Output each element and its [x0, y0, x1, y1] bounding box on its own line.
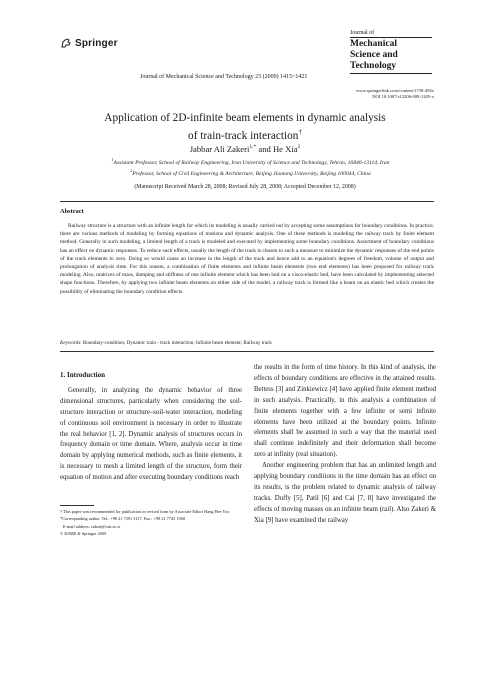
- journal-masthead: [350, 30, 432, 74]
- footnote-email: E-mail address: zakeri@iust.ac.ir: [63, 523, 121, 529]
- footnote-recommendation: † This paper was recommended for publication in revised form by Associate Editor Hang Hee Yoo: [60, 509, 230, 514]
- authors: [50, 144, 440, 154]
- affiliation-2: Professor, School of Civil Engineering & Architecture, Beijing Jiaotong University, Beijing 100044, China: [132, 170, 371, 177]
- abstract-heading: Abstract: [60, 208, 84, 215]
- keywords-list: : Boundary-condition; Dynamic train - track interaction; Infinite beam element; Railway track: [80, 340, 272, 346]
- title-line-1: Application of 2D-infinite beam elements in dynamic analysis: [104, 112, 386, 124]
- author-2: He Xia: [272, 144, 298, 154]
- affil-1-sup: 1: [111, 157, 114, 162]
- springer-horse-icon: [60, 37, 72, 49]
- masthead-rule: [350, 73, 432, 74]
- manuscript-dates: (Manuscript Received March 28, 2008; Revised July 28, 2008; Accepted December 12, 2008): [134, 184, 356, 190]
- affiliation-1: Assistant Professor, School of Railway Engineering, Iran University of Science and Technology, Tehran, 16846-13114, Iran: [113, 159, 390, 166]
- doi[interactable]: DOI 10.1007/s12206-008-1205-x: [372, 94, 434, 99]
- footnote-corresponding-author: *Corresponding author. Tel.: +98 21 7391 3117, Fax.: +98 21 7745 1568: [60, 516, 185, 522]
- publisher-brand: [60, 37, 118, 49]
- intro-paragraph-1-cont: the results in the form of time history. In this kind of analysis, the effects of boundary conditions are effective in the attained results. Bettess [3] and Zinkiewicz [4] have applied finite element method in such analysis. Practically, in this analysis a combination of finite elements together with a few infinite or semi infinite elements have been utilized at the boundary points. Infinite elements shall be assumed in such a way that the material used shall continue indefinitely and their deformation shall become zero at infinity (real situation).: [254, 364, 436, 459]
- affil-2-sup: 2: [130, 167, 133, 173]
- abstract-top-rule: [60, 201, 434, 202]
- right-column: [254, 363, 436, 527]
- journal-title-line-3: Technology: [350, 61, 397, 71]
- publisher-name: Springer: [75, 37, 118, 49]
- footnote-copyright: © KSME & Springer 2009: [60, 531, 107, 537]
- journal-title-line-2: Science and: [350, 50, 398, 60]
- left-column: [60, 370, 242, 484]
- keywords: [60, 340, 434, 346]
- section-heading-introduction: 1. Introduction: [60, 371, 105, 379]
- affiliations: [58, 156, 443, 178]
- abstract-text: Railway structure is a structure with an infinite length for which its modeling is usually carried out by accepting some assumptions for boundary conditions. In practice, there are various methods of modeling by forming equations of motions and dynamic analysis. One of these methods is modeling the railway track by finite element method. Generally in such modeling, a limited length of a track is modeled and executed by implementing some boundary conditions. Assortment of boundary conditions has an effect on dynamic responses. To reduce such effects, usually the length of the track is chosen to such a measure to minimize the dynamic responses of the end points of the track elements to zero. Doing so would cause an increase in the length of the track and hence add to an equation's degrees of freedom, volume of output and prolongation of analysis time. For this reason, a combination of finite elements and infinite beam elements (two end elements) has been proposed for railway track modeling. Also, matrices of mass, damping and stiffness of one infinite element which has been laid on a visco-elastic bed, have been calculated by implementing selected shape functions. Therefore, by applying two infinite beam elements on either side of the model, a railway track is formed like a beam on an elastic bed which creates the possibility of eliminating the boundary condition effects.: [60, 223, 434, 295]
- intro-paragraph-2: Another engineering problem that has an unlimited length and applying boundary conditions in the time domain has an effect on its results, is the problem related to dynamic analysis of railway tracks. Duffy [5], Patil [6] and Cai [7, 8] have investigated the effects of moving masses on an infinite beam (rail). Also Zakeri & Xia [9] have examined the railway: [254, 462, 436, 524]
- journal-links: [330, 88, 434, 100]
- article-title: [50, 112, 440, 143]
- abstract-bottom-rule: [60, 351, 434, 352]
- running-citation: Journal of Mechanical Science and Technology 23 (2009) 1415~1421: [140, 74, 308, 80]
- author-conjunction: and: [256, 144, 273, 154]
- title-footnote-mark: †: [298, 127, 302, 136]
- title-line-2: of train-track interaction: [188, 129, 299, 142]
- journal-of-label: Journal of: [350, 30, 432, 38]
- journal-url[interactable]: www.springerlink.com/content/1738-494x: [355, 88, 434, 93]
- footnotes: [60, 508, 242, 538]
- keywords-label: Keywords: [60, 340, 81, 346]
- author-2-sup: 2: [297, 144, 301, 151]
- footnote-rule: [60, 505, 94, 506]
- journal-title-line-1: Mechanical: [350, 39, 397, 49]
- author-1: Jabbar Ali Zakeri: [189, 144, 250, 154]
- intro-paragraph-1: Generally, in analyzing the dynamic behavior of three dimensional structures, particularly when considering the soil-structure interaction or structure–soil-water interaction, modeling of continuous soil environment is necessary in order to illustrate the real behavior [1, 2]. Dynamic analysis of structures occurs in frequency domain or time domain. Where, analysis occur in time domain by applying numerical methods, such as finite elements, it is necessary to mesh a limited length of the structure, form their equation of motion and after executing boundary conditions reach: [60, 386, 242, 482]
- author-1-sup: 1,*: [249, 144, 257, 151]
